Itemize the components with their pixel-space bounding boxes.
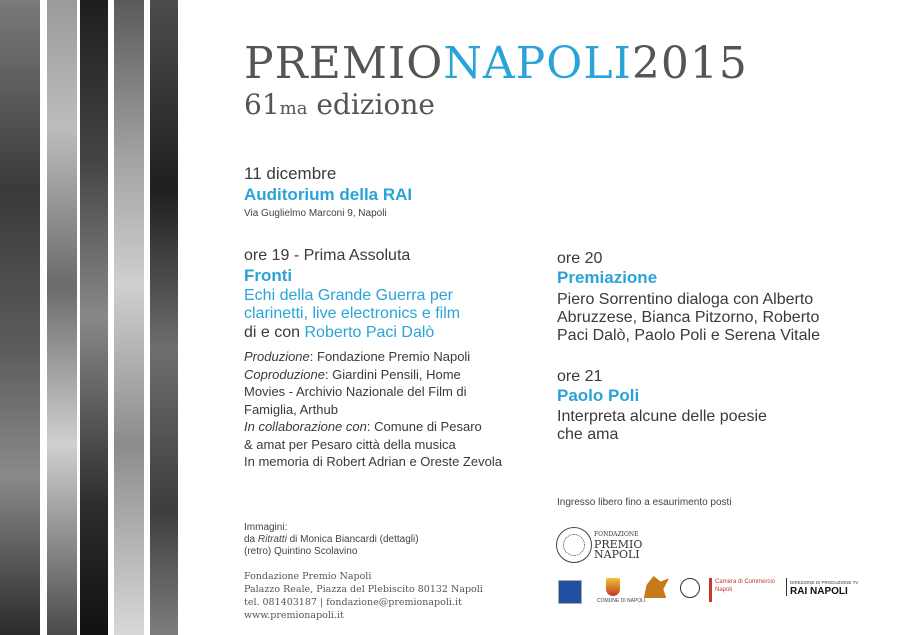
award-line-3: Paci Dalò, Paolo Poli e Serena Vitale — [557, 327, 820, 344]
credit-line: Famiglia, Arthub — [244, 401, 338, 417]
show-subtitle-1: Echi della Grande Guerra per — [244, 287, 453, 304]
rai-logo: DIREZIONE DI PRODUZIONE TV RAI NAPOLI — [786, 578, 858, 596]
round-seal-icon — [680, 578, 700, 598]
award-line-1: Piero Sorrentino dialoga con Alberto — [557, 291, 814, 308]
edition: 61ma edizione — [244, 88, 435, 121]
portrait-strip-5 — [150, 0, 178, 635]
right-time-2: ore 21 — [557, 368, 603, 385]
credit-line: Coproduzione: Giardini Pensili, Home — [244, 366, 461, 382]
right-time-1: ore 20 — [557, 250, 603, 267]
show-author: di e con Roberto Paci Dalò — [244, 324, 435, 341]
horse-logo-icon — [641, 576, 669, 598]
comune-crest-icon — [606, 578, 620, 596]
event-venue: Auditorium della RAI — [244, 185, 413, 204]
credit-line: Movies - Archivio Nazionale del Film di — [244, 384, 467, 399]
guest-line-2: che ama — [557, 426, 619, 443]
award-line-2: Abruzzese, Bianca Pitzorno, Roberto — [557, 309, 820, 326]
credit-line: & amat per Pesaro città della musica — [244, 436, 456, 452]
org-info: Fondazione Premio Napoli Palazzo Reale, Piazza del Plebiscito 80132 Napoli tel. 081403187 | fondazione@premionapoli.it www.premionapoli.it — [244, 571, 483, 621]
guest-line-1: Interpreta alcune delle poesie — [557, 408, 767, 425]
left-time: ore 19 - Prima Assoluta — [244, 247, 411, 264]
event-date: 11 dicembre — [244, 164, 337, 183]
chamber-logo: Camera di Commercio Napoli — [709, 578, 773, 602]
credits — [244, 348, 502, 471]
foundation-logo: FONDAZIONE PREMIO NAPOLI — [594, 531, 643, 561]
show-title: Fronti — [244, 266, 293, 285]
portrait-strips — [0, 0, 178, 635]
award-title: Premiazione — [557, 268, 658, 287]
free-entry-note: Ingresso libero fino a esaurimento posti — [557, 497, 732, 508]
region-logo-icon — [558, 580, 582, 604]
credit-line: Produzione: Fondazione Premio Napoli — [244, 349, 471, 364]
page-title: PREMIONAPOLI2015 — [244, 38, 748, 89]
guest-title: Paolo Poli — [557, 386, 640, 405]
event-address: Via Guglielmo Marconi 9, Napoli — [244, 208, 387, 219]
comune-label: COMUNE DI NAPOLI — [597, 598, 646, 604]
portrait-strip-2 — [47, 0, 77, 635]
foundation-seal-icon — [556, 527, 592, 563]
portrait-strip-4 — [114, 0, 144, 635]
credit-line: In collaborazione con: Comune di Pesaro — [244, 419, 482, 434]
show-subtitle-2: clarinetti, live electronics e film — [244, 305, 461, 322]
portrait-strip-1 — [0, 0, 40, 635]
image-credits: Immagini: da Ritratti di Monica Biancardi (dettagli) (retro) Quintino Scolavino — [244, 522, 419, 557]
credit-line: In memoria di Robert Adrian e Oreste Zevola — [244, 454, 502, 469]
portrait-strip-3 — [80, 0, 108, 635]
